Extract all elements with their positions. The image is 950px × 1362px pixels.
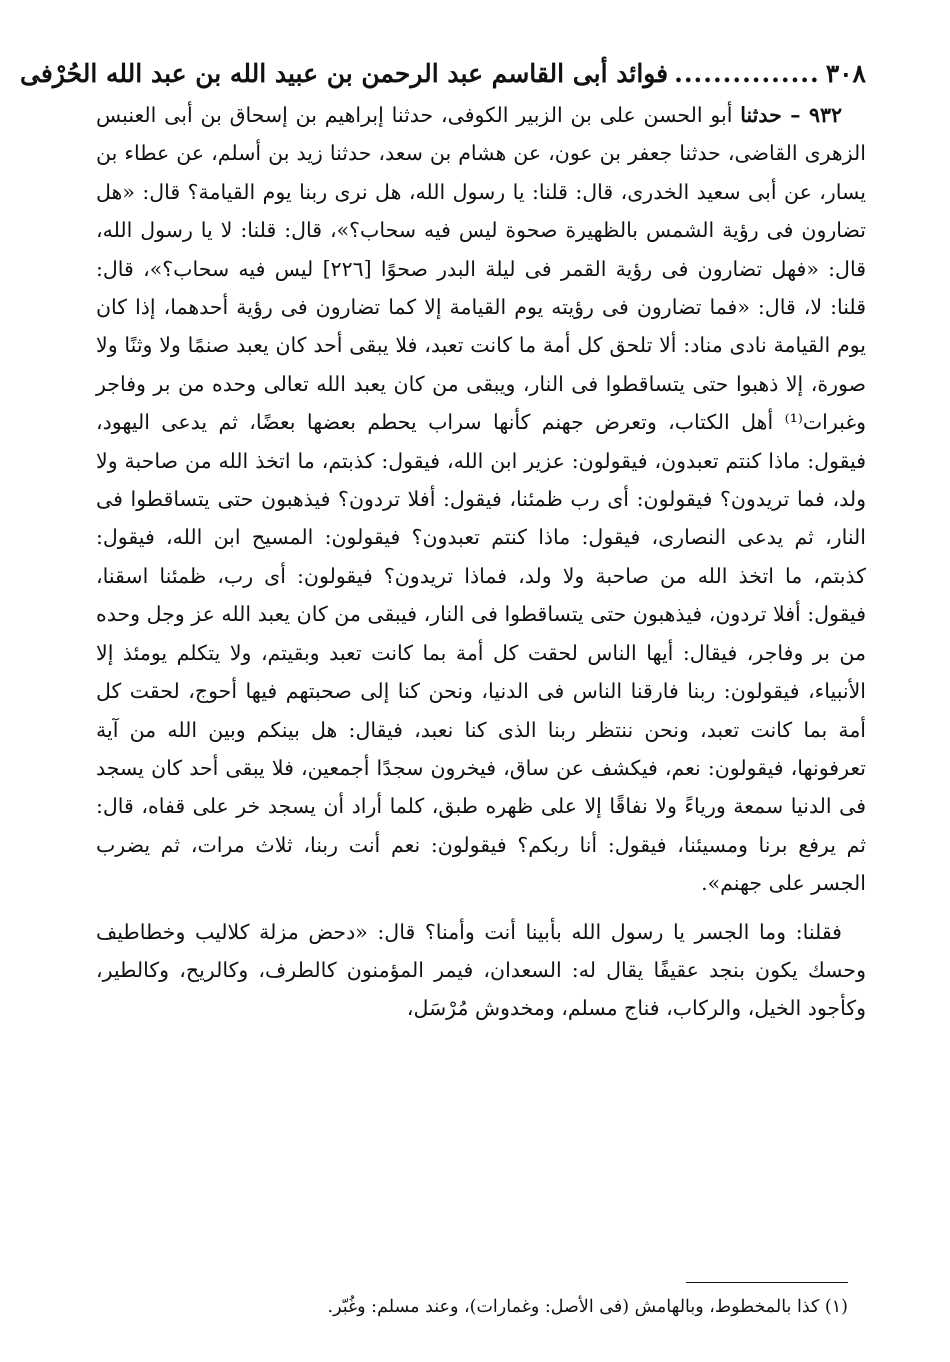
page-number: ٣٠٨ xyxy=(825,59,866,88)
footnote-separator xyxy=(686,1282,848,1283)
hadith-text: أبو الحسن على بن الزبير الكوفى، حدثنا إبراهيم بن إسحاق بن أبى العنبس الزهرى القاضى، حدثنا جعفر بن عون، عن هشام بن سعد، حدثنا زيد بن أسلم، عن عطاء بن يسار، عن أبى سعيد الخدرى، قال: قلنا: يا رسول الله، هل نرى ربنا يوم القيامة؟ قال: «هل تضارون فى رؤية الشمس بالظهيرة صحوة ليس فيه سحاب؟»، قال: قلنا: لا يا رسول الله، قال: «فهل تضارون فى رؤية القمر فى ليلة البدر صحوًا [٢٢٦] ليس فيه سحاب؟»، قال: قلنا: لا، قال: «فما تضارون فى رؤيته يوم القيامة إلا كما تضارون فى رؤية أحدهما، إذا كان يوم القيامة نادى مناد: ألا تلحق كل أمة ما كانت تعبد، فلا يبقى أحد كان يعبد صنمًا ولا وثنًا ولا صورة، إلا ذهبوا حتى يتساقطوا فى النار، ويبقى من كان يعبد الله تعالى وحده من بر وفاجر وغبرات⁽¹⁾ أهل الكتاب، وتعرض جهنم كأنها سراب يحطم بعضها بعضًا، ثم يدعى اليهود، فيقول: ماذا كنتم تعبدون، فيقولون: عزير ابن الله، فيقول: كذبتم، ما اتخذ الله من صاحبة ولا ولد، فما تريدون؟ فيقولون: أى رب ظمئنا، فيقول: أفلا تردون؟ فيذهبون حتى يتساقطوا فى النار، ثم يدعى النصارى، فيقول: ماذا كنتم تعبدون؟ فيقولون: المسيح ابن الله، فيقول: كذبتم، ما اتخذ الله من صاحبة ولا ولد، فماذا تريدون؟ فيقولون: أى رب، ظمئنا اسقنا، فيقول: أفلا تردون، فيذهبون حتى يتساقطوا فى النار، فيبقى من كان يعبد الله عز وجل وحده من بر وفاجر، فيقال: أيها الناس لحقت كل أمة بما كانت تعبد وبقيتم، ولا يتكلم يومئذ إلا الأنبياء، فيقولون: ربنا فارقنا الناس فى الدنيا، ونحن كنا إلى صحبتهم فيها أحوج، لحقت كل أمة بما كانت تعبد، ونحن ننتظر ربنا الذى كنا نعبد، فيقال: هل بينكم وبين الله من آية تعرفونها، فيقولون: نعم، فيكشف عن ساق، فيخرون سجدًا أجمعين، فلا يبقى أحد كان يسجد فى الدنيا سمعة ورياءً ولا نفاقًا إلا على ظهره طبق، كلما أراد أن يسجد خر على قفاه، قال: ثم يرفع برنا ومسيئنا، فيقول: أنا ربكم؟ فيقولون: نعم أنت ربنا، ثلاث مرات، ثم يضرب الجسر على جهنم». xyxy=(96,103,866,896)
continuation-paragraph: فقلنا: وما الجسر يا رسول الله بأبينا أنت وأمنا؟ قال: «دحض مزلة كلاليب وخطاطيف وحسك يكون بنجد عقيفًا يقال له: السعدان، فيمر المؤمنون كالطرف، وكالريح، وكالطير، وكأجود الخيل، والركاب، فناج مسلم، ومخدوش مُرْسَل، xyxy=(96,919,866,1021)
book-title: فوائد أبى القاسم عبد الرحمن بن عبيد الله بن عبد الله الحُرْفى xyxy=(20,59,669,88)
footnote: (١) كذا بالمخطوط، وبالهامش (فى الأصل: وغمارات)، وعند مسلم: وغُبّر. xyxy=(327,1297,848,1317)
hadith-number: ٩٣٢ – حدثنا xyxy=(740,103,842,127)
document-page xyxy=(20,52,866,1028)
main-text xyxy=(96,96,866,1028)
header-leader-dots: ............... xyxy=(674,59,820,88)
hadith-paragraph xyxy=(96,96,866,903)
running-header xyxy=(20,52,866,96)
